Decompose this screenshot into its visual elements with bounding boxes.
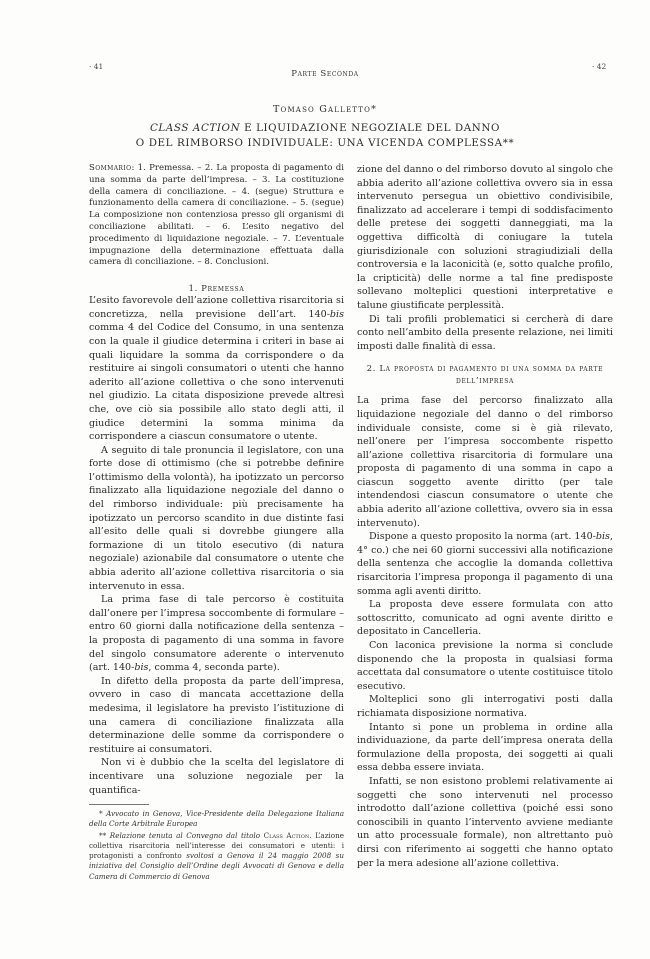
footnote-mark: ** [99, 830, 110, 840]
paragraph: Non vi è dubbio che la scelta del legislatore di incentivare una soluzione negoziale per la quantifica- [89, 757, 344, 796]
text-run: comma 4 del Codice del Consumo, in una sentenza con la quale il giudice determina i criteri in base ai quali liquidare la somma da corrispondere o da restituire ai singoli consumatori o utenti che hanno aderito all’azione collettiva o che sono intervenuti nel giudizio. La citata disposizione prevede altresì che, ove ciò sia possibile allo stato degli atti, il giudice determini la somma minima da corrispondere a ciascun consumatore o utente. [89, 322, 344, 443]
text-run-italic: bis [134, 662, 149, 674]
footnote-text: Relazione tenuta al Convegno dal titolo [109, 830, 264, 840]
text-run: L’esito favorevole dell’azione collettiva risarcitoria si concretizza, nella previsione dell’art. 140- [89, 295, 344, 320]
article-title [100, 121, 550, 151]
title-italic-part: CLASS ACTION [149, 122, 241, 134]
paragraph: Molteplici sono gli interrogativi posti dalla richiamata disposizione normativa. [357, 694, 613, 719]
left-column [89, 163, 344, 797]
page-number-right: · 42 [592, 62, 607, 71]
paragraph [357, 530, 613, 598]
running-header: Parte Seconda [291, 69, 359, 79]
paragraph: In difetto della proposta da parte dell’impresa, ovvero in caso di mancata accettazione della medesima, il legislatore ha previsto l’istituzione di una camera di conciliazione finalizzata alla determinazione delle somme da corrispondere o restituire ai consumatori. [89, 675, 344, 755]
paragraph [89, 593, 344, 675]
footnote-1 [89, 809, 344, 830]
footnote-text: . L’azione collettiva risarcitoria nell’interesse dei consumatori e utenti: i protagonisti a confronto [89, 830, 345, 861]
text-run: , comma 4, seconda parte). [148, 662, 280, 674]
footnote-2 [89, 831, 344, 882]
paragraph: zione del danno o del rimborso dovuto al singolo che abbia aderito all’azione collettiva ovvero sia in essa intervenuto persegua un obiettivo condivisibile, finalizzato ad accelerare i tempi di soddisfacimento delle pretese dei soggetti danneggiati, ma la oggettiva difficoltà di coniugare la tutela giurisdizionale con soluzioni stragiudiziali della controversia e la laconicità (e, sotto qualche profilo, la cripticità) delle norme a tal fine predisposte sollevano molteplici questioni interpretative e talune giustificate perplessità. [357, 164, 613, 311]
right-column [357, 163, 613, 870]
text-run: , 4° co.) che nei 60 giorni successivi alla notificazione della sentenza che accoglie la domanda collettiva risarcitoria l’impresa proponga il pagamento di una somma agli aventi diritto. [357, 531, 613, 597]
summary [89, 163, 344, 269]
footnote-rule [89, 804, 149, 805]
paragraph: Con laconica previsione la norma si conclude disponendo che la proposta in qualsiasi forma accettata dal consumatore o utente costituisce titolo esecutivo. [357, 640, 613, 692]
section-1-heading: 1. Premessa [188, 283, 245, 294]
article-author: Tomaso Galletto* [272, 104, 378, 115]
paragraph [89, 294, 344, 444]
text-run: Dispone a questo proposito la norma (art. 140- [369, 531, 596, 543]
paragraph: A seguito di tale pronuncia il legislatore, con una forte dose di ottimismo (che si potrebbe definire l’ottimismo della volontà), ha ipotizzato un percorso finalizzato alla liquidazione negoziale del danno o del rimborso individuale: più precisamente ha ipotizzato un percorso scandito in due distinte fasi all’esito delle quali si dovrebbe giungere alla formazione di un titolo esecutivo (di natura negoziale) azionabile dal consumatore o utente che abbia aderito all’azione collettiva risarcitoria o sia intervenuto in essa. [89, 444, 344, 592]
section-2-heading: 2. La proposta di pagamento di una somma da parte dell’impresa [366, 363, 604, 386]
summary-label: Sommario [89, 163, 132, 173]
footnote-mark: * [99, 809, 107, 818]
paragraph: La prima fase del percorso finalizzato alla liquidazione negoziale del danno o del rimborso individuale consiste, come si è già rilevato, nell’onere per l’impresa soccombente rispetto all’azione collettiva risarcitoria di formulare una proposta di pagamento di una somma in capo a ciascun soggetto avente diritto (per tale intendendosi ciascun consumatore o utente che abbia aderito all’azione collettiva, ovvero sia in essa intervenuto). [357, 395, 613, 529]
text-run: La prima fase di tale percorso è costituita dall’onere per l’impresa soccombente di formulare – entro 60 giorni dalla notificazione della sentenza – la proposta di pagamento di una somma in favore del singolo consumatore aderente o intervenuto (art. 140- [89, 594, 344, 674]
footnote-text: Avvocato in Genova, Vice-Presidente della Delegazione Italiana della Corte Arbitrale Europea [89, 809, 344, 829]
summary-text: : 1. Premessa. – 2. La proposta di pagamento di una somma da parte dell’impresa. – 3. La costituzione della camera di conciliazione. – 4. (segue) Struttura e funzionamento della camera di conciliazione. – 5. (segue) La composizione non contenziosa presso gli organismi di conciliazione abilitati. – 6. L’esito negativo del procedimento di liquidazione negoziale. – 7. L’eventuale impugnazione della determinazione effettuata dalla camera di conciliazione. – 8. Conclusioni. [89, 163, 344, 268]
title-line1: E LIQUIDAZIONE NEGOZIALE DEL DANNO [240, 122, 501, 134]
page-number-left: · 41 [89, 62, 104, 71]
title-line2: O DEL RIMBORSO INDIVIDUALE: UNA VICENDA COMPLESSA** [135, 137, 515, 149]
paragraph: Di tali profili problematici si cercherà di dare conto nell’ambito della presente relazione, nei limiti imposti dalle finalità di essa. [357, 313, 613, 352]
text-run-italic: bis [595, 531, 610, 543]
footnote-text: svoltosi a Genova il 24 maggio 2008 su iniziativa del Consiglio dell’Ordine degli Avvocati di Genova e della Camera di Commercio di Genova [89, 851, 344, 881]
paragraph: La proposta deve essere formulata con atto sottoscritto, comunicato ad ogni avente diritto e depositato in Cancelleria. [357, 599, 613, 638]
footnote-text: Class Action [263, 830, 310, 840]
paragraph: Infatti, se non esistono problemi relativamente ai soggetti che sono intervenuti nel processo introdotto dall’azione collettiva (poiché essi sono conoscibili in quanto l’intervento avviene mediante un atto processuale formale), non altrettanto può dirsi con riferimento ai soggetti che hanno optato per la mera adesione all’azione collettiva. [357, 775, 613, 869]
paragraph: Intanto si pone un problema in ordine alla individuazione, da parte dell’impresa onerata della formulazione della proposta, dei soggetti ai quali essa debba essere inviata. [357, 721, 613, 774]
text-run-italic: bis [329, 308, 344, 320]
footnotes [89, 809, 344, 882]
